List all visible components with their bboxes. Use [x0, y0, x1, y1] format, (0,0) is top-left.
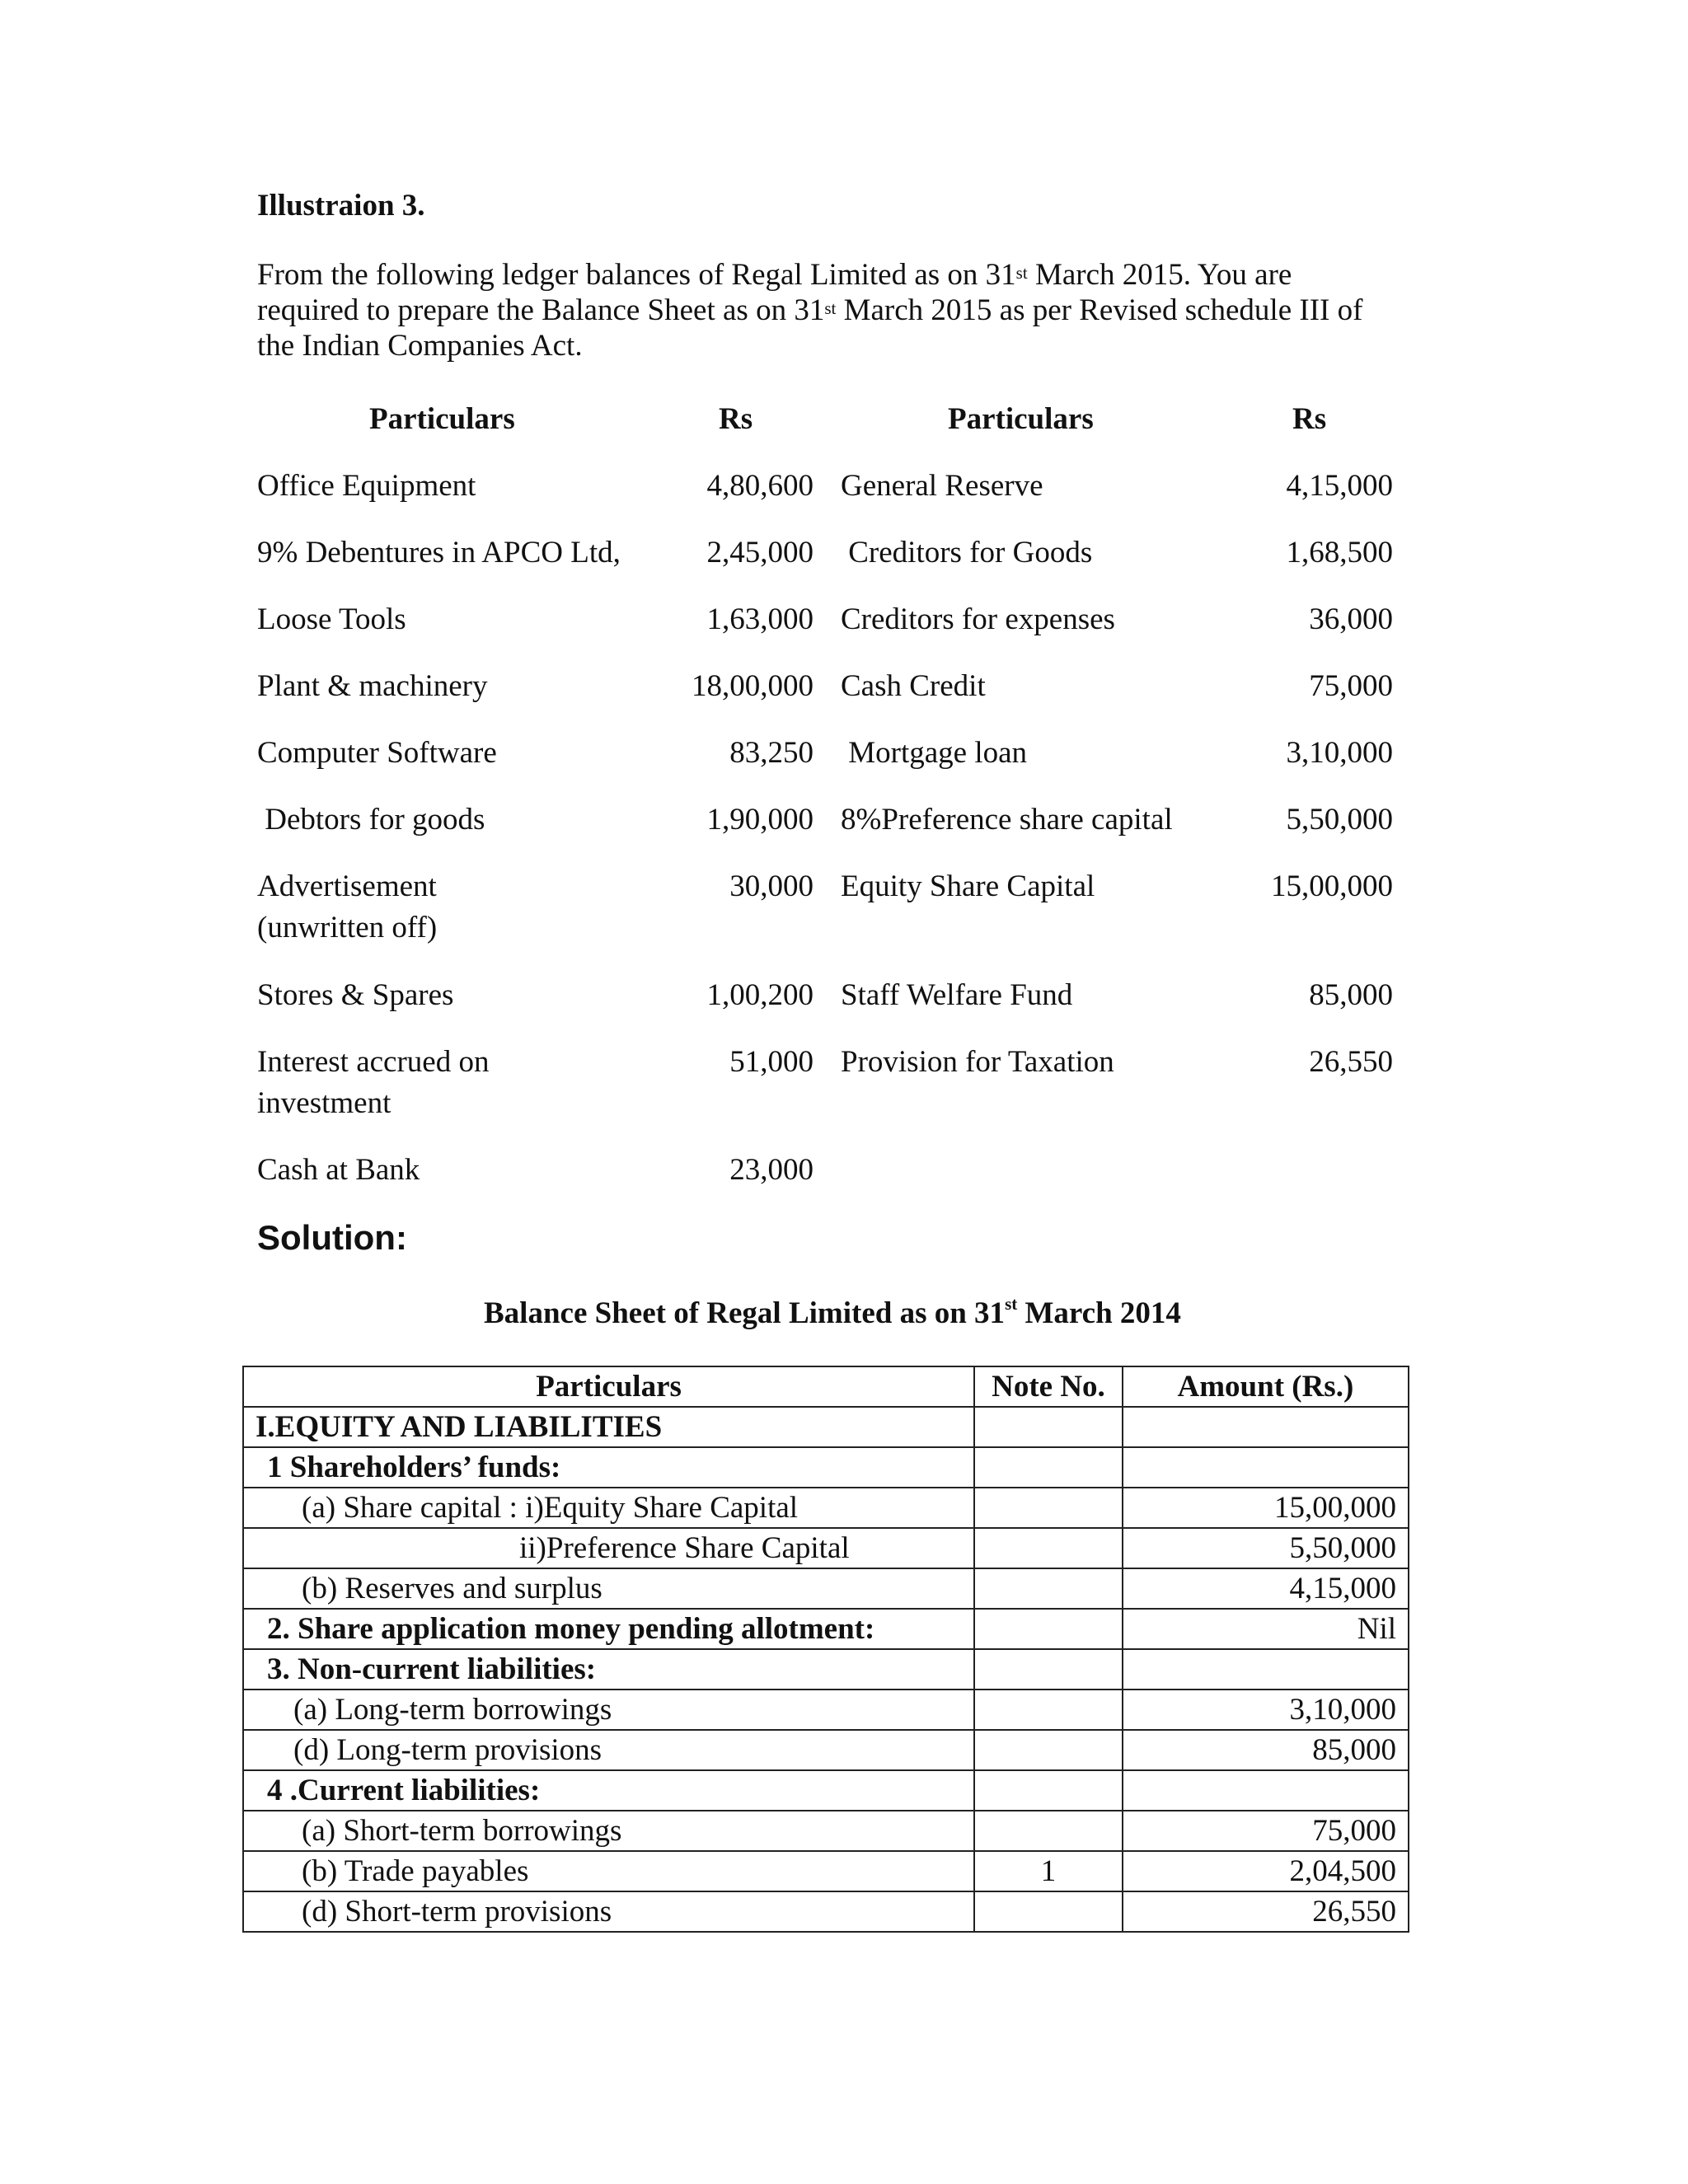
ledger-right-amount: 26,550 [1309, 1045, 1393, 1079]
balance-sheet-table [242, 1366, 1409, 1933]
balance-sheet-title-text: Balance Sheet of Regal Limited as on 31 [484, 1296, 1006, 1330]
note-cell [974, 1690, 1123, 1730]
row-particular: 2. Share application money pending allotment: [267, 1612, 875, 1646]
table-row [243, 1770, 1409, 1811]
row-particular: (a) Share capital : i)Equity Share Capital [302, 1491, 799, 1525]
amount-cell: 2,04,500 [1123, 1851, 1409, 1891]
ledger-left-particular: Plant & machinery [257, 669, 488, 703]
ledger-left-amount: 1,90,000 [706, 803, 814, 837]
ledger-left-particular: Advertisement [257, 869, 437, 903]
ledger-right-amount: 5,50,000 [1286, 803, 1393, 837]
ledger-left-particular-line2: investment [257, 1086, 392, 1120]
ledger-left-particular: Debtors for goods [257, 803, 485, 837]
balance-sheet-title-sup: st [1005, 1294, 1018, 1314]
table-row [243, 1730, 1409, 1770]
row-particular: (a) Short-term borrowings [302, 1814, 622, 1848]
ledger-right-particular: Equity Share Capital [841, 869, 1095, 903]
particulars-cell [243, 1811, 974, 1851]
particulars-cell [243, 1407, 974, 1447]
ledger-header-left-particulars: Particulars [369, 402, 515, 436]
row-particular: 4 .Current liabilities: [267, 1774, 541, 1807]
row-particular: 3. Non-current liabilities: [267, 1652, 597, 1686]
intro-line-1-text: From the following ledger balances of Regal Limited as on 31 [257, 258, 1016, 292]
intro-line-3: the Indian Companies Act. [257, 329, 583, 363]
amount-cell [1123, 1447, 1409, 1488]
row-particular: (b) Reserves and surplus [302, 1572, 603, 1605]
header-particulars: Particulars [243, 1366, 974, 1407]
table-row [243, 1568, 1409, 1609]
illustration-heading: Illustraion 3. [257, 189, 425, 223]
ledger-right-amount: 4,15,000 [1286, 469, 1393, 503]
amount-cell: 5,50,000 [1123, 1528, 1409, 1568]
amount-cell [1123, 1649, 1409, 1690]
particulars-cell [243, 1488, 974, 1528]
ledger-left-particular: Loose Tools [257, 602, 406, 636]
note-cell [974, 1488, 1123, 1528]
ledger-right-particular: Staff Welfare Fund [841, 978, 1073, 1012]
particulars-cell [243, 1447, 974, 1488]
particulars-cell [243, 1690, 974, 1730]
ledger-header-right-particulars: Particulars [948, 402, 1094, 436]
ledger-header-right-rs: Rs [1292, 402, 1327, 436]
header-note-no: Note No. [974, 1366, 1123, 1407]
ledger-right-particular: Mortgage loan [841, 736, 1028, 770]
note-cell: 1 [974, 1851, 1123, 1891]
ledger-right-particular: Provision for Taxation [841, 1045, 1114, 1079]
note-cell [974, 1407, 1123, 1447]
balance-sheet-title [484, 1296, 1181, 1331]
particulars-cell [243, 1730, 974, 1770]
particulars-cell [243, 1609, 974, 1649]
table-row [243, 1528, 1409, 1568]
table-row [243, 1690, 1409, 1730]
ledger-left-amount: 2,45,000 [706, 536, 814, 569]
table-row [243, 1649, 1409, 1690]
ledger-left-amount: 51,000 [729, 1045, 814, 1079]
particulars-cell [243, 1770, 974, 1811]
amount-cell: 4,15,000 [1123, 1568, 1409, 1609]
ledger-left-amount: 83,250 [729, 736, 814, 770]
note-cell [974, 1770, 1123, 1811]
row-particular: (b) Trade payables [302, 1854, 529, 1888]
particulars-cell [243, 1851, 974, 1891]
note-cell [974, 1730, 1123, 1770]
amount-cell [1123, 1407, 1409, 1447]
intro-line-2-sup: st [824, 298, 837, 318]
ledger-right-particular: General Reserve [841, 469, 1043, 503]
intro-line-1-text-end: March 2015. You are [1027, 258, 1292, 292]
table-row [243, 1407, 1409, 1447]
intro-line-1-sup: st [1015, 263, 1028, 283]
ledger-header-left-rs: Rs [719, 402, 753, 436]
amount-cell: 75,000 [1123, 1811, 1409, 1851]
intro-line-2 [257, 293, 1411, 328]
row-particular: ii)Preference Share Capital [519, 1531, 850, 1565]
ledger-left-particular-line2: (unwritten off) [257, 911, 438, 944]
table-row [243, 1891, 1409, 1932]
note-cell [974, 1609, 1123, 1649]
intro-paragraph [257, 257, 1411, 363]
intro-line-1 [257, 257, 1411, 293]
ledger-left-amount: 23,000 [729, 1153, 814, 1187]
solution-label: Solution: [257, 1218, 407, 1257]
amount-cell: 15,00,000 [1123, 1488, 1409, 1528]
ledger-left-amount: 1,00,200 [706, 978, 814, 1012]
ledger-right-amount: 1,68,500 [1286, 536, 1393, 569]
table-row [243, 1851, 1409, 1891]
table-row [243, 1811, 1409, 1851]
ledger-right-particular: 8%Preference share capital [841, 803, 1173, 837]
ledger-left-particular: Stores & Spares [257, 978, 454, 1012]
ledger-left-amount: 18,00,000 [692, 669, 814, 703]
note-cell [974, 1811, 1123, 1851]
ledger-right-amount: 75,000 [1309, 669, 1393, 703]
particulars-cell [243, 1649, 974, 1690]
ledger-left-particular: Computer Software [257, 736, 497, 770]
particulars-cell [243, 1891, 974, 1932]
table-row [243, 1447, 1409, 1488]
ledger-right-amount: 36,000 [1309, 602, 1393, 636]
ledger-right-particular: Creditors for Goods [841, 536, 1093, 569]
ledger-left-particular: Office Equipment [257, 469, 476, 503]
ledger-left-amount: 4,80,600 [706, 469, 814, 503]
balance-sheet-header-row [243, 1366, 1409, 1407]
note-cell [974, 1568, 1123, 1609]
intro-line-2-text: required to prepare the Balance Sheet as on 31 [257, 293, 825, 327]
row-particular: (d) Long-term provisions [293, 1733, 603, 1767]
particulars-cell [243, 1528, 974, 1568]
amount-cell: 85,000 [1123, 1730, 1409, 1770]
amount-cell [1123, 1770, 1409, 1811]
intro-line-2-text-end: March 2015 as per Revised schedule III of [836, 293, 1363, 327]
note-cell [974, 1528, 1123, 1568]
balance-sheet-title-text-end: March 2014 [1017, 1296, 1181, 1330]
row-particular: I.EQUITY AND LIABILITIES [256, 1410, 663, 1444]
ledger-right-amount: 85,000 [1309, 978, 1393, 1012]
note-cell [974, 1649, 1123, 1690]
amount-cell: 26,550 [1123, 1891, 1409, 1932]
row-particular: (a) Long-term borrowings [293, 1693, 612, 1727]
ledger-left-amount: 1,63,000 [706, 602, 814, 636]
amount-cell: Nil [1123, 1609, 1409, 1649]
ledger-right-amount: 3,10,000 [1286, 736, 1393, 770]
row-particular: 1 Shareholders’ funds: [267, 1451, 561, 1484]
table-row [243, 1609, 1409, 1649]
amount-cell: 3,10,000 [1123, 1690, 1409, 1730]
ledger-left-particular: Interest accrued on [257, 1045, 490, 1079]
ledger-right-particular: Cash Credit [841, 669, 986, 703]
ledger-left-particular: Cash at Bank [257, 1153, 420, 1187]
ledger-right-particular: Creditors for expenses [841, 602, 1115, 636]
row-particular: (d) Short-term provisions [302, 1895, 612, 1929]
note-cell [974, 1891, 1123, 1932]
ledger-right-amount: 15,00,000 [1271, 869, 1393, 903]
note-cell [974, 1447, 1123, 1488]
ledger-left-amount: 30,000 [729, 869, 814, 903]
ledger-left-particular: 9% Debentures in APCO Ltd, [257, 536, 621, 569]
particulars-cell [243, 1568, 974, 1609]
table-row [243, 1488, 1409, 1528]
header-amount: Amount (Rs.) [1123, 1366, 1409, 1407]
